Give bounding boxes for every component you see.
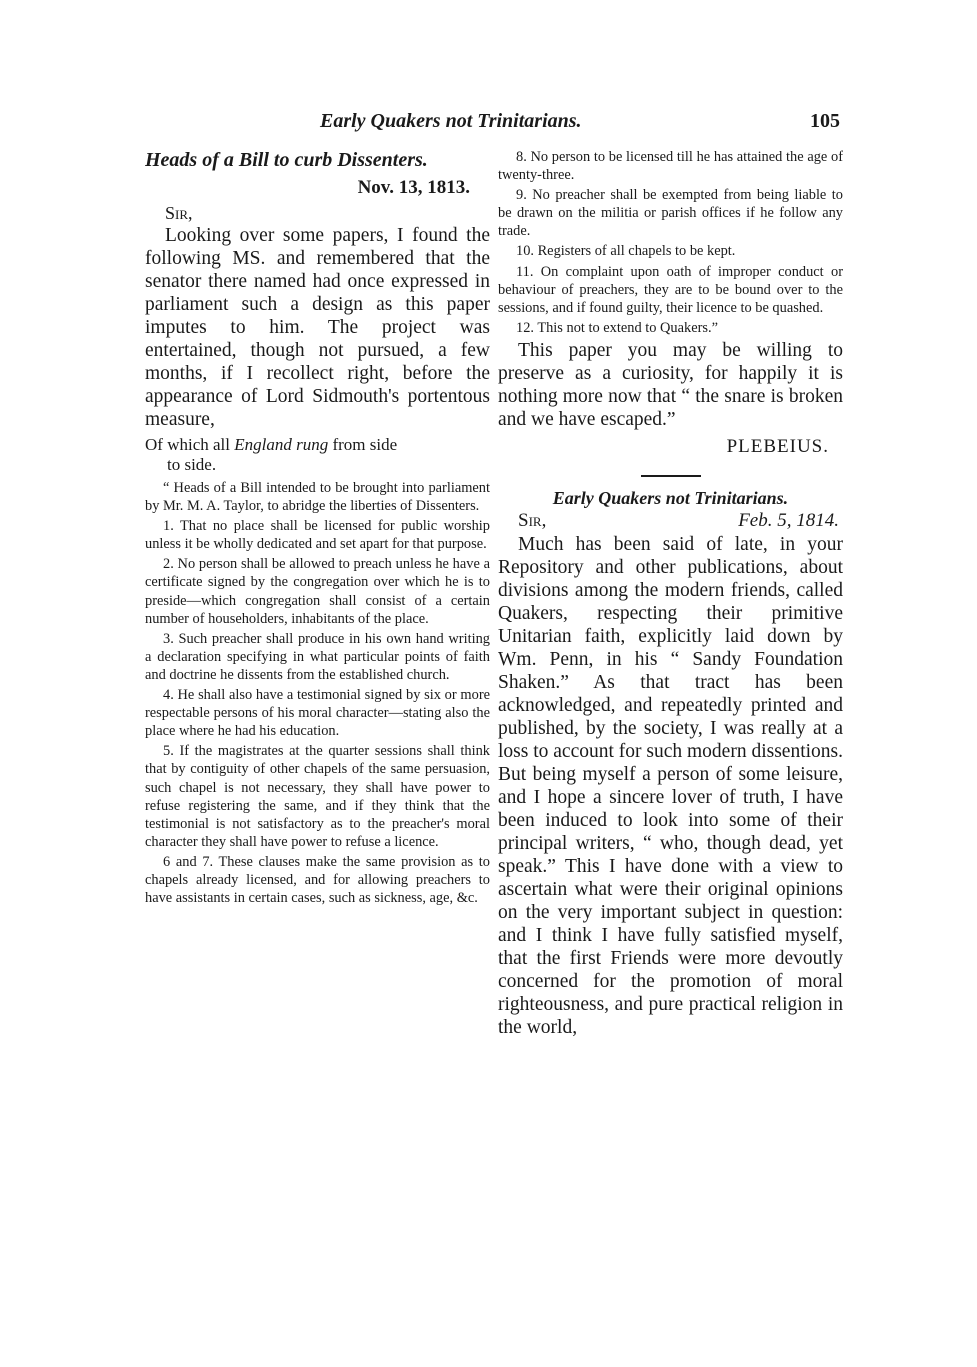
bill-clause-12: 12. This not to extend to Quakers.” (516, 319, 718, 336)
running-title: Early Quakers not Trinitarians. (320, 110, 582, 132)
bill-clause-4: 4. He shall also have a testimonial signed by six or more respectable persons of his moral character—stating also the place where he had his education. (145, 687, 490, 740)
bill-clause-5: 5. If the magistrates at the quarter sessions shall think that by contiguity of other chapels of the same persuasion, such chapel is not necessary, they shall have power to refuse registering the same, and if they think that the testimonial is not satisfactory as to the preacher's moral character they shall have power to refuse a licence. (145, 743, 490, 850)
section-divider (641, 475, 701, 477)
salutation: Sir, (165, 203, 193, 223)
salutation-dateline (518, 509, 839, 533)
bill-clause-10: 10. Registers of all chapels to be kept. (516, 243, 736, 260)
bill-clause-8: 8. No person to be licensed till he has attained the age of twenty-three. (498, 149, 843, 184)
bill-clause-3: 3. Such preacher shall produce in his own hand writing a declaration specifying in what particular points of faith and doctrine he dissents from the established church. (145, 630, 490, 683)
bill-clause-2: 2. No person shall be allowed to preach unless he have a certificate signed by the congregation over which he is to preside—which congregation shall consist of a certain number of householders, inhabitants of the place. (145, 556, 490, 627)
bill-clause-6-7: 6 and 7. These clauses make the same provision as to chapels already licensed, and for allowing preachers to have assistants in certain cases, such as sickness, age, &c. (145, 853, 490, 907)
verse-line-1: Of which all (145, 435, 235, 454)
verse-line-2: to side. (167, 455, 217, 474)
signature: PLEBEIUS. (726, 435, 829, 457)
bill-intro: “ Heads of a Bill intended to be brought into parliament by Mr. M. A. Taylor, to abridge the liberties of Dissenters. (145, 480, 490, 515)
article-heading: Heads of a Bill to curb Dissenters. (145, 149, 428, 171)
running-head (145, 110, 840, 140)
letter-date: Nov. 13, 1813. (357, 177, 470, 198)
bill-clause-9: 9. No preacher shall be exempted from being liable to be drawn on the militia or parish offices if he follow any trade. (498, 187, 843, 240)
body-paragraph: Much has been said of late, in your Repository and other publications, about divisions among the modern friends, called Quakers, respecting their primitive Unitarian faith, explicitly laid down by Wm. Penn, in his “ Sandy Foundation Shaken.” As that tract has been acknowledged, and repeatedly printed and published, by the society, I was really at a loss to account for such modern dissentions. But being myself a person of some leisure, and I hope a sincere lover of truth, I have been induced to look into some of their principal writers, “ who, though dead, yet speak.” This I have done with a view to ascertain what were their original opinions on the very important subject in question: and I think I have fully satisfied myself, that the first Friends were more devoutly concerned for the promotion of moral righteousness, and pure practical religion in the world, (498, 533, 843, 1038)
intro-paragraph: Looking over some papers, I found the following MS. and remembered that the senator there named had once expressed in parliament such a design as this paper imputes to him. The project was entertained, though not pursued, a few months, if I recollect right, before the appearance of Lord Sidmouth's portentous measure, (145, 225, 490, 430)
closing-paragraph: This paper you may be willing to preserve as a curiosity, for happily it is nothing more now that “ the snare is broken and we have escaped.” (498, 339, 843, 430)
bill-clause-1: 1. That no place shall be licensed for public worship unless it be wholly dedicated and set apart for that purpose. (145, 518, 490, 553)
verse-line-1-end: from side (328, 435, 398, 454)
bill-clause-11: 11. On complaint upon oath of improper conduct or behaviour of preachers, they are to be bound over to the sessions, and if found guilty, their licence to be quashed. (498, 263, 843, 316)
left-column (145, 148, 490, 909)
page-number: 105 (810, 110, 840, 132)
right-column (498, 148, 843, 1039)
verse-quote (145, 435, 490, 475)
salutation-2: Sir, (518, 509, 547, 531)
article-title: Early Quakers not Trinitarians. (552, 487, 789, 508)
letter-date-2: Feb. 5, 1814. (738, 509, 839, 531)
verse-italic: England rung (234, 435, 329, 454)
